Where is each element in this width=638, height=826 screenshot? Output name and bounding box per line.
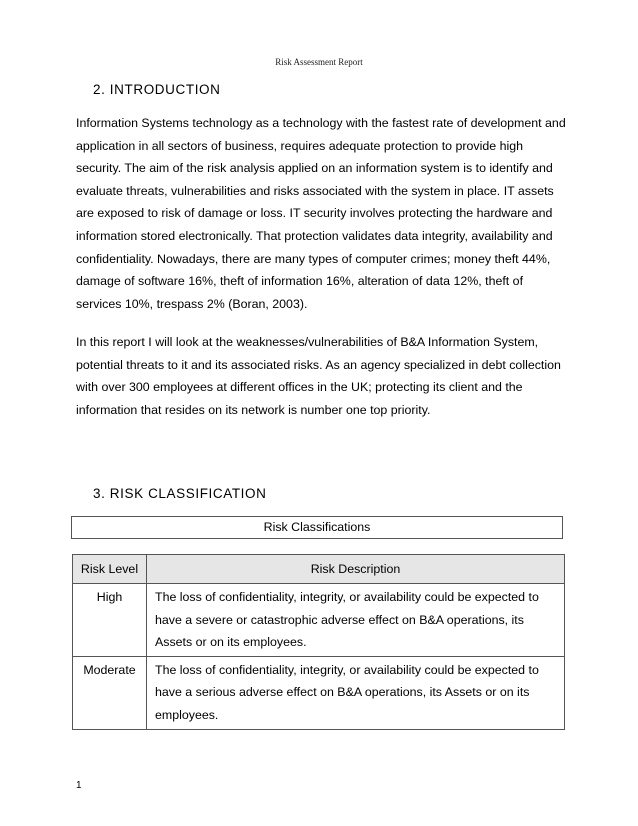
table-header-row xyxy=(73,555,565,584)
risk-level-cell: Moderate xyxy=(73,656,147,729)
section-heading-risk-classification: 3. RISK CLASSIFICATION xyxy=(93,486,267,501)
risk-classification-table xyxy=(72,554,565,730)
page-number: 1 xyxy=(76,780,82,791)
risk-table-title: Risk Classifications xyxy=(71,516,563,539)
risk-description-cell: The loss of confidentiality, integrity, or availability could be expected to have a serious adverse effect on B&A operations, its Assets or on its employees. xyxy=(147,656,565,729)
risk-level-cell: High xyxy=(73,584,147,657)
risk-description-cell: The loss of confidentiality, integrity, or availability could be expected to have a severe or catastrophic adverse effect on B&A operations, its Assets or on its employees. xyxy=(147,584,565,657)
intro-paragraph-1: Information Systems technology as a technology with the fastest rate of development and application in all sectors of business, requires adequate protection to provide high security. The aim of the risk analysis applied on an information system is to identify and evaluate threats, vulnerabilities and risks associated with the system in place. IT assets are exposed to risk of damage or loss. IT security involves protecting the hardware and information stored electronically. That protection validates data integrity, availability and confidentiality. Nowadays, there are many types of computer crimes; money theft 44%, damage of software 16%, theft of information 16%, alteration of data 12%, theft of services 10%, trespass 2% (Boran, 2003). xyxy=(76,116,566,311)
section-heading-introduction: 2. INTRODUCTION xyxy=(93,82,221,97)
intro-paragraph-2: In this report I will look at the weaknesses/vulnerabilities of B&A Information System, potential threats to it and its associated risks. As an agency specialized in debt collection with over 300 employees at different offices in the UK; protecting its client and the information that resides on its network is number one top priority. xyxy=(76,335,561,417)
running-header: Risk Assessment Report xyxy=(275,57,363,67)
table-row xyxy=(73,656,565,729)
column-header-risk-description: Risk Description xyxy=(147,555,565,584)
column-header-risk-level: Risk Level xyxy=(73,555,147,584)
table-row xyxy=(73,584,565,657)
